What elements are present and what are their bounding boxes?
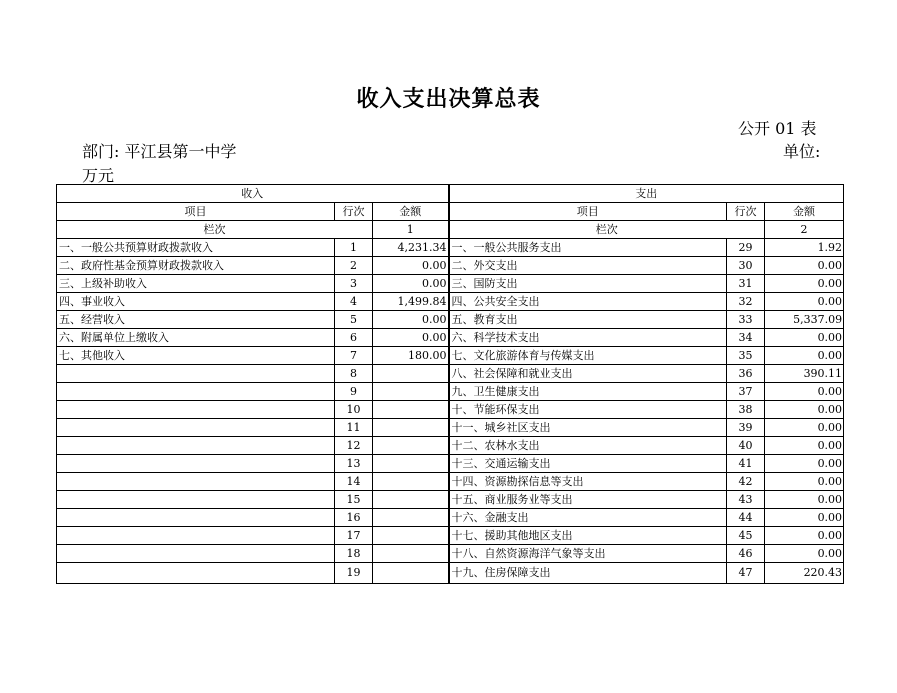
income-item-cell: 六、附属单位上缴收入: [57, 329, 335, 347]
income-amount-cell: [373, 509, 449, 527]
page-title: 收入支出决算总表: [356, 87, 541, 112]
expense-amount-cell: 0.00: [765, 257, 844, 275]
unit-value: 万元: [82, 166, 115, 185]
income-line-header: 行次: [335, 203, 373, 221]
income-item-cell: 五、经营收入: [57, 311, 335, 329]
expense-item-cell: 三、国防支出: [449, 275, 727, 293]
expense-amount-cell: 5,337.09: [765, 311, 844, 329]
income-amount-cell: [373, 437, 449, 455]
income-item-header: 项目: [57, 203, 335, 221]
income-line-cell: 7: [335, 347, 373, 365]
expense-line-cell: 43: [727, 491, 765, 509]
income-amount-cell: [373, 491, 449, 509]
table-row: [57, 473, 844, 491]
income-amount-cell: [373, 401, 449, 419]
expense-line-cell: 30: [727, 257, 765, 275]
income-item-cell: 四、事业收入: [57, 293, 335, 311]
income-line-cell: 1: [335, 239, 373, 257]
expense-amount-cell: 0.00: [765, 527, 844, 545]
income-amount-cell: 1,499.84: [373, 293, 449, 311]
expense-line-cell: 34: [727, 329, 765, 347]
expense-line-cell: 39: [727, 419, 765, 437]
income-item-cell: [57, 509, 335, 527]
income-item-cell: [57, 437, 335, 455]
expense-amount-cell: 1.92: [765, 239, 844, 257]
income-item-cell: [57, 455, 335, 473]
income-line-cell: 17: [335, 527, 373, 545]
table-row: [57, 293, 844, 311]
expense-line-header: 行次: [727, 203, 765, 221]
income-amount-cell: 0.00: [373, 329, 449, 347]
expense-line-cell: 32: [727, 293, 765, 311]
income-amount-cell: [373, 383, 449, 401]
expense-column-label: 栏次: [449, 221, 765, 239]
income-line-cell: 11: [335, 419, 373, 437]
expense-item-cell: 八、社会保障和就业支出: [449, 365, 727, 383]
income-line-cell: 18: [335, 545, 373, 563]
expense-item-cell: 十一、城乡社区支出: [449, 419, 727, 437]
income-item-cell: 三、上级补助收入: [57, 275, 335, 293]
income-item-cell: [57, 419, 335, 437]
table-row: [57, 491, 844, 509]
expense-line-cell: 37: [727, 383, 765, 401]
income-amount-cell: 0.00: [373, 257, 449, 275]
income-line-cell: 15: [335, 491, 373, 509]
expense-line-cell: 41: [727, 455, 765, 473]
expense-item-cell: 十八、自然资源海洋气象等支出: [449, 545, 727, 563]
income-item-cell: [57, 545, 335, 563]
form-number: 公开 01 表: [738, 119, 817, 138]
income-line-cell: 13: [335, 455, 373, 473]
expense-item-cell: 十六、金融支出: [449, 509, 727, 527]
expense-amount-cell: 0.00: [765, 473, 844, 491]
income-amount-cell: 0.00: [373, 275, 449, 293]
income-line-cell: 6: [335, 329, 373, 347]
expense-item-cell: 十四、资源勘探信息等支出: [449, 473, 727, 491]
department-label: 部门: 平江县第一中学: [82, 142, 237, 161]
income-line-cell: 4: [335, 293, 373, 311]
income-item-cell: [57, 491, 335, 509]
table-row: [57, 365, 844, 383]
income-column-label: 栏次: [57, 221, 373, 239]
expense-amount-cell: 0.00: [765, 293, 844, 311]
header-row-index: [57, 221, 844, 239]
income-line-cell: 5: [335, 311, 373, 329]
income-column-number: 1: [373, 221, 449, 239]
table-row: [57, 311, 844, 329]
income-line-cell: 3: [335, 275, 373, 293]
expense-line-cell: 44: [727, 509, 765, 527]
expense-item-cell: 十五、商业服务业等支出: [449, 491, 727, 509]
expense-amount-cell: 0.00: [765, 329, 844, 347]
expense-line-cell: 46: [727, 545, 765, 563]
expense-item-cell: 六、科学技术支出: [449, 329, 727, 347]
expense-item-cell: 十、节能环保支出: [449, 401, 727, 419]
expense-amount-cell: 0.00: [765, 491, 844, 509]
expense-item-cell: 七、文化旅游体育与传媒支出: [449, 347, 727, 365]
income-item-cell: 七、其他收入: [57, 347, 335, 365]
expense-column-number: 2: [765, 221, 844, 239]
table-row: [57, 419, 844, 437]
income-amount-header: 金额: [373, 203, 449, 221]
income-line-cell: 12: [335, 437, 373, 455]
income-amount-cell: [373, 455, 449, 473]
expense-line-cell: 40: [727, 437, 765, 455]
expense-line-cell: 33: [727, 311, 765, 329]
income-amount-cell: [373, 365, 449, 383]
income-line-cell: 8: [335, 365, 373, 383]
income-amount-cell: 180.00: [373, 347, 449, 365]
income-item-cell: [57, 527, 335, 545]
expense-line-cell: 31: [727, 275, 765, 293]
table-row: [57, 437, 844, 455]
expense-item-cell: 十二、农林水支出: [449, 437, 727, 455]
income-line-cell: 10: [335, 401, 373, 419]
table-row: [57, 383, 844, 401]
table-row: [57, 347, 844, 365]
table-row: [57, 239, 844, 257]
income-amount-cell: [373, 473, 449, 491]
budget-table: [56, 184, 844, 584]
income-item-cell: [57, 401, 335, 419]
expense-line-cell: 29: [727, 239, 765, 257]
expense-amount-cell: 0.00: [765, 455, 844, 473]
expense-item-cell: 九、卫生健康支出: [449, 383, 727, 401]
expense-amount-cell: 390.11: [765, 365, 844, 383]
table-row: [57, 329, 844, 347]
income-item-cell: 二、政府性基金预算财政拨款收入: [57, 257, 335, 275]
expense-amount-cell: 220.43: [765, 563, 844, 584]
table-row: [57, 509, 844, 527]
expense-item-cell: 二、外交支出: [449, 257, 727, 275]
income-item-cell: [57, 563, 335, 584]
expense-item-header: 项目: [449, 203, 727, 221]
income-item-cell: [57, 473, 335, 491]
income-line-cell: 14: [335, 473, 373, 491]
income-amount-cell: 0.00: [373, 311, 449, 329]
income-amount-cell: [373, 527, 449, 545]
table-row: [57, 401, 844, 419]
table-row: [57, 527, 844, 545]
income-line-cell: 19: [335, 563, 373, 584]
table-row: [57, 563, 844, 584]
table-row: [57, 455, 844, 473]
expense-amount-cell: 0.00: [765, 437, 844, 455]
table-row: [57, 275, 844, 293]
expense-line-cell: 47: [727, 563, 765, 584]
income-item-cell: [57, 365, 335, 383]
expense-amount-header: 金额: [765, 203, 844, 221]
income-line-cell: 2: [335, 257, 373, 275]
expense-line-cell: 38: [727, 401, 765, 419]
expense-line-cell: 45: [727, 527, 765, 545]
expense-amount-cell: 0.00: [765, 419, 844, 437]
income-line-cell: 9: [335, 383, 373, 401]
expense-amount-cell: 0.00: [765, 383, 844, 401]
unit-label: 单位:: [783, 142, 821, 161]
expense-item-cell: 十九、住房保障支出: [449, 563, 727, 584]
expense-amount-cell: 0.00: [765, 545, 844, 563]
expense-item-cell: 一、一般公共服务支出: [449, 239, 727, 257]
expense-item-cell: 四、公共安全支出: [449, 293, 727, 311]
income-item-cell: 一、一般公共预算财政拨款收入: [57, 239, 335, 257]
header-row-columns: [57, 203, 844, 221]
expense-line-cell: 42: [727, 473, 765, 491]
expense-item-cell: 十七、援助其他地区支出: [449, 527, 727, 545]
expense-line-cell: 35: [727, 347, 765, 365]
expense-header: 支出: [449, 185, 844, 203]
income-amount-cell: [373, 563, 449, 584]
header-row-group: [57, 185, 844, 203]
income-amount-cell: [373, 419, 449, 437]
expense-amount-cell: 0.00: [765, 275, 844, 293]
income-header: 收入: [57, 185, 449, 203]
income-line-cell: 16: [335, 509, 373, 527]
expense-item-cell: 十三、交通运输支出: [449, 455, 727, 473]
income-amount-cell: [373, 545, 449, 563]
table-row: [57, 545, 844, 563]
income-amount-cell: 4,231.34: [373, 239, 449, 257]
table-row: [57, 257, 844, 275]
income-item-cell: [57, 383, 335, 401]
expense-line-cell: 36: [727, 365, 765, 383]
expense-item-cell: 五、教育支出: [449, 311, 727, 329]
expense-amount-cell: 0.00: [765, 347, 844, 365]
expense-amount-cell: 0.00: [765, 509, 844, 527]
expense-amount-cell: 0.00: [765, 401, 844, 419]
